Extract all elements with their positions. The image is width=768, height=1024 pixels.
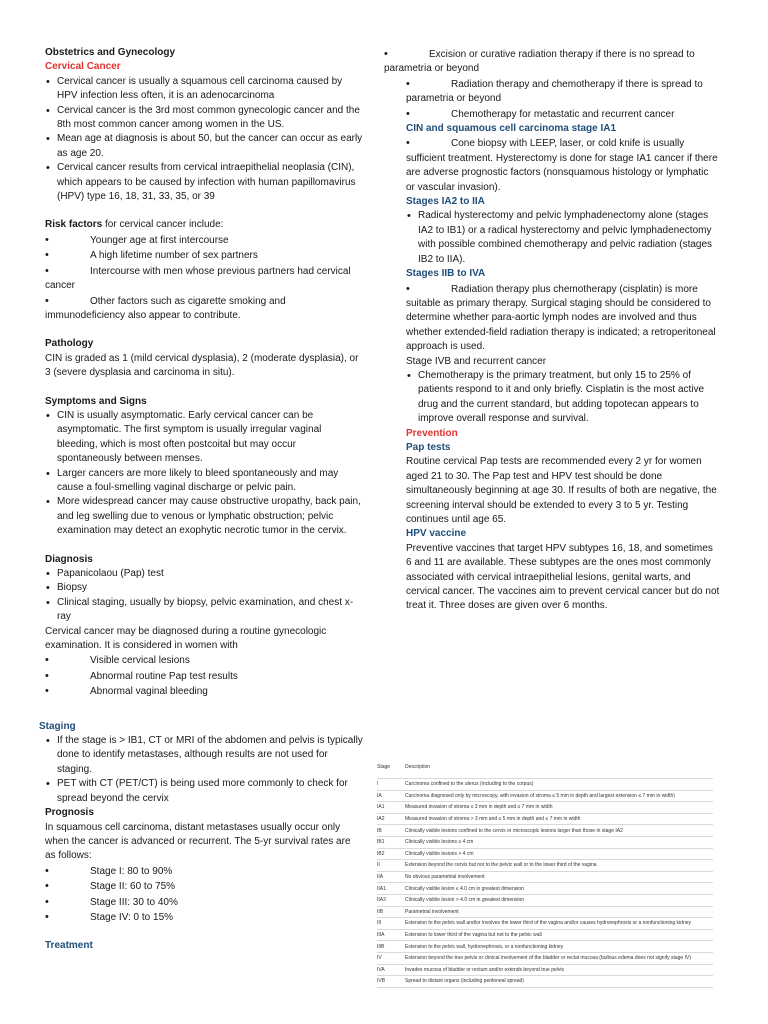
list-item: • Excision or curative radiation therapy if there is no spread to parametria or beyond [384,47,720,77]
staging-heading: Staging [39,720,76,732]
description-cell: Measured invasion of stroma > 3 mm and ≤ 5 mm in depth and ≤ 7 mm in width [405,816,581,823]
list-item: • Clinical staging, usually by biopsy, pelvic examination, and chest x-ray [45,596,363,625]
risk-factors-list [45,233,363,323]
document-title: Obstetrics and Gynecology [45,47,176,58]
pathology-heading: Pathology [45,338,94,350]
stage-cell: III [377,920,382,927]
list-item: • Mean age at diagnosis is about 50, but the cancer can occur as early as age 20. [45,132,363,161]
hpv-vaccine-heading: HPV vaccine [406,528,467,540]
table-row [377,825,713,837]
left-column [39,46,363,954]
risk-factors-intro [45,218,363,232]
description-cell: Invades mucosa of bladder or rectum and/or extends beyond true pelvis [405,966,564,973]
prognosis-heading: Prognosis [45,807,94,819]
description-cell: Clinically visible lesions > 4 cm [405,850,474,857]
diagnosis-items-list [45,653,363,699]
stage-ia1-heading: CIN and squamous cell carcinoma stage IA1 [406,123,617,135]
table-header-row [377,756,713,779]
stage-cell: IIIB [377,943,385,950]
list-item: • Stage II: 60 to 75% [45,879,363,894]
prevention-heading: Prevention [406,427,458,439]
table-row [377,941,713,953]
table-row [377,779,713,791]
description-cell: Extension to lower third of the vagina but not to the pelvic wall [405,932,542,939]
stage-cell: IB2 [377,850,385,857]
stage-ia1-list [406,136,720,195]
table-row [377,907,713,919]
description-cell: Clinically visible lesion ≤ 4.0 cm in greatest dimension [405,885,524,892]
stage-cell: IV [377,955,382,962]
survival-list [45,864,363,926]
stage-iib-list [406,282,720,355]
description-cell: No obvious parametrial involvement [405,874,485,881]
stage-iib-heading: Stages IIB to IVA [406,268,486,280]
treatment-list [384,47,720,122]
table-header-stage: Stage [377,764,391,770]
stage-ia2-list [406,209,720,267]
stage-cell: I [377,781,379,788]
list-item: • Radiation therapy and chemotherapy if there is spread to parametria or beyond [406,77,720,107]
list-item: • CIN is usually asymptomatic. Early cervical cancer can be asymptomatic. The first symptom is usually irregular vaginal bleeding, which is most often postcoital but may occur spontaneously between menses. [45,409,363,467]
description-cell: Extension beyond the cervix but not to the pelvic wall or to the lower third of the vagina [405,862,597,869]
list-item: • Cervical cancer results from cervical intraepithelial neoplasia (CIN), which appears to be caused by infection with human papillomavirus (HPV) type 16, 18, 31, 33, 35, or 39 [45,161,363,204]
stage-cell: IIA [377,874,384,881]
description-cell: Carcinoma diagnosed only by microscopy, with invasion of stroma ≤ 5 mm in depth and largest extension ≤ 7 mm in width) [405,792,675,799]
stage-ivb-list [406,369,720,427]
list-item: • Cervical cancer is the 3rd most common gynecologic cancer and the 8th most common cancer among women in the US. [45,104,363,133]
table-row [377,860,713,872]
list-item: • Stage I: 80 to 90% [45,864,363,879]
table-body [377,779,713,988]
stage-cell: IIA1 [377,885,386,892]
list-item: • Papanicolaou (Pap) test [45,567,363,581]
table-row [377,791,713,803]
intro-list [45,75,363,205]
symptoms-list [45,409,363,539]
hpv-vaccine-text: Preventive vaccines that target HPV subtypes 16, 18, and sometimes 6 and 11 are available. These subtypes are the ones most commonly associated with cervical intraepithelial lesions, genital warts, and cervical cancer. The vaccines aim to prevent cervical cancer but do not treat it. Three doses are given over 6 months. [406,542,720,612]
list-item: • Cone biopsy with LEEP, laser, or cold knife is usually sufficient treatment. Hysterectomy is done for stage IA1 cancer if there are adverse prognostic factors (nonsquamous histology or lymphatic or vascular invasion). [406,136,720,195]
description-cell: Parametrial involvement [405,908,459,915]
symptoms-heading: Symptoms and Signs [45,395,147,407]
list-item: • More widespread cancer may cause obstructive uropathy, back pain, and leg swelling due to venous or lymphatic obstruction; pelvic examination may detect an exophytic necrotic tumor in the cervix. [45,495,363,538]
description-cell: Extension to the pelvic wall and/or involves the lower third of the vagina and/or causes hydronephrosis or a nonfunctioning kidney [405,920,692,927]
table-row [377,837,713,849]
list-item: • Biopsy [45,581,363,595]
diagnosis-list [45,567,363,625]
table-row [377,883,713,895]
staging-list [45,734,363,806]
list-item: • Chemotherapy is the primary treatment, but only 15 to 25% of patients respond to it and only briefly. Cisplatin is the most active drug and the current standard, but adding topotecan appears to improve overall response and survival. [406,369,720,427]
table-row [377,802,713,814]
stage-cell: IB1 [377,839,385,846]
risk-factors-heading: Risk factors [45,219,103,231]
stage-cell: IB [377,827,382,834]
list-item: • A high lifetime number of sex partners [45,248,363,263]
stage-cell: IIB [377,908,384,915]
list-item: • PET with CT (PET/CT) is being used more commonly to check for spread beyond the cervix [45,777,363,806]
stage-cell: IA1 [377,804,385,811]
risk-factors-text: for cervical cancer include: [102,219,224,231]
description-cell: Clinically visible lesions confined to the cervix or microscopic lesions larger than those in stage IA2 [405,827,623,834]
table-row [377,849,713,861]
staging-table [377,756,713,988]
table-row [377,814,713,826]
description-cell: Carcinoma confined to the uterus (including to the corpus) [405,781,534,788]
diagnosis-heading: Diagnosis [45,553,93,565]
list-item: • Other factors such as cigarette smoking and immunodeficiency also appear to contribute. [45,294,363,324]
list-item: • Stage III: 30 to 40% [45,895,363,910]
treatment-heading: Treatment [45,940,93,952]
list-item: • Visible cervical lesions [45,653,363,668]
description-cell: Spread to distant organs (including peritoneal spread) [405,978,524,985]
table-row [377,953,713,965]
description-cell: Extension beyond the true pelvis or clinical involvement of the bladder or rectal mucosa (bullous edema does not signify stage IV) [405,955,691,962]
list-item: • Intercourse with men whose previous partners had cervical cancer [45,264,363,294]
list-item: • Radical hysterectomy and pelvic lymphadenectomy alone (stages IA2 to IB1) or a radical hysterectomy and pelvic lymphadenectomy with possible combined chemotherapy and pelvic radiation (stages IB2 to IIA). [406,209,720,267]
stage-cell: IIA2 [377,897,386,904]
pap-tests-heading: Pap tests [406,441,451,453]
list-item: • Abnormal routine Pap test results [45,669,363,684]
table-row [377,965,713,977]
stage-cell: II [377,862,380,869]
pathology-text: CIN is graded as 1 (mild cervical dysplasia), 2 (moderate dysplasia), or 3 (severe dysplasia and carcinoma in situ). [45,352,359,379]
stage-ivb-heading: Stage IVB and recurrent cancer [406,355,547,367]
stage-cell: IA2 [377,816,385,823]
list-item: • Stage IV: 0 to 15% [45,910,363,925]
description-cell: Clinically visible lesion > 4.0 cm in greatest dimension [405,897,525,904]
list-item: • Abnormal vaginal bleeding [45,684,363,699]
table-row [377,918,713,930]
list-item: • Chemotherapy for metastatic and recurrent cancer [406,107,720,122]
stage-cell: IA [377,792,382,799]
table-row [377,976,713,988]
list-item: • Cervical cancer is usually a squamous cell carcinoma caused by HPV infection less often, it is an adenocarcinoma [45,75,363,104]
description-cell: Extension to the pelvic wall, hydronephrosis, or a nonfunctioning kidney [405,943,564,950]
table-row [377,930,713,942]
section-title-cervical-cancer: Cervical Cancer [45,61,121,73]
description-cell: Measured invasion of stroma ≤ 3 mm in depth and ≤ 7 mm in width [405,804,553,811]
description-cell: Clinically visible lesions ≤ 4 cm [405,839,474,846]
list-item: • Larger cancers are more likely to bleed spontaneously and may cause a foul-smelling vaginal discharge or pelvic pain. [45,467,363,496]
list-item: • Radiation therapy plus chemotherapy (cisplatin) is more suitable as primary therapy. Surgical staging should be considered to determine whether para-aortic lymph nodes are involved and thus whether extended-field radiation therapy is indicated; a retroperitoneal approach is used. [406,282,720,355]
right-column [384,47,720,614]
table-header-description: Description [405,764,431,770]
list-item: • If the stage is > IB1, CT or MRI of the abdomen and pelvis is typically done to identify metastases, although results are not used for staging. [45,734,363,777]
table-row [377,895,713,907]
diagnosis-text: Cervical cancer may be diagnosed during a routine gynecologic examination. It is considered in women with [45,625,327,652]
stage-cell: IVB [377,978,386,985]
pap-tests-text: Routine cervical Pap tests are recommended every 2 yr for women aged 21 to 30. The Pap test and HPV test should be done simultaneously beginning at age 30. If results of both are negative, the screening interval should be extended to every 3 to 5 yr. Testing continues until age 65. [406,456,717,525]
stage-cell: IVA [377,966,385,973]
table-row [377,872,713,884]
list-item: • Younger age at first intercourse [45,233,363,248]
stage-cell: IIIA [377,932,385,939]
stage-ia2-heading: Stages IA2 to IIA [406,196,485,208]
prognosis-text: In squamous cell carcinoma, distant metastases usually occur only when the cancer is advanced or recurrent. The 5-yr survival rates are as follows: [45,821,351,862]
